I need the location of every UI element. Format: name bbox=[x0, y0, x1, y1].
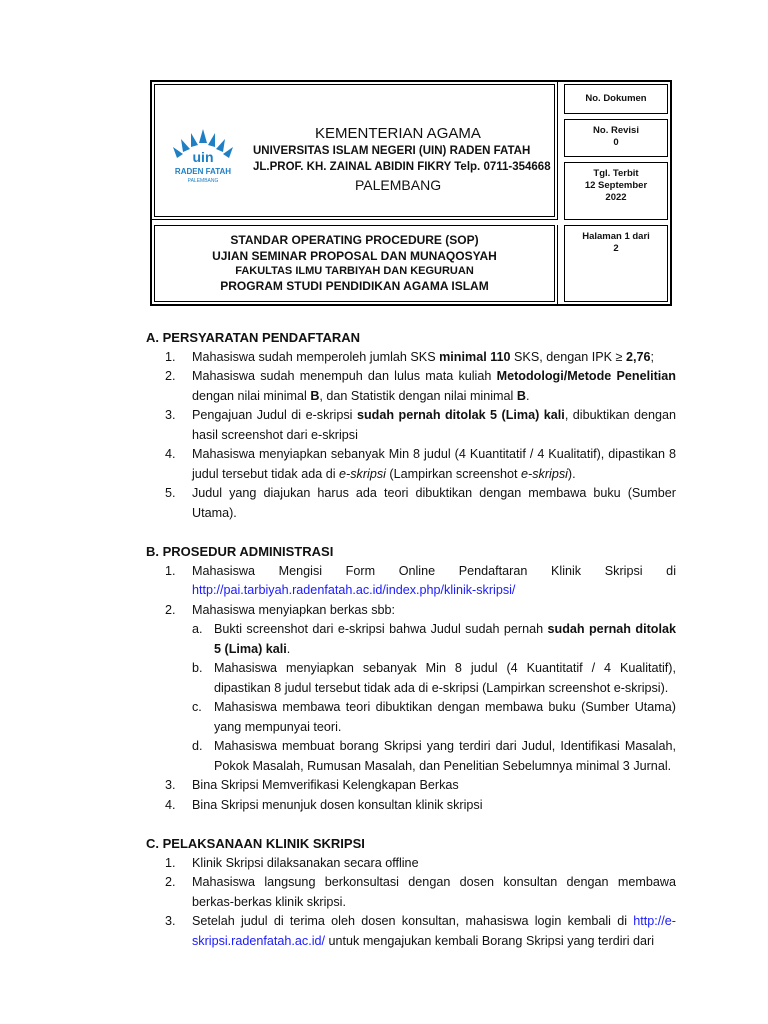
ministry-name: KEMENTERIAN AGAMA bbox=[315, 125, 481, 142]
list-number: 1. bbox=[165, 855, 176, 870]
item-text: ). bbox=[567, 466, 576, 481]
sop-title: STANDAR OPERATING PROCEDURE (SOP) bbox=[230, 233, 479, 247]
list-item bbox=[146, 854, 676, 874]
issued-date: 12 September bbox=[584, 180, 648, 191]
university-address: JL.PROF. KH. ZAINAL ABIDIN FIKRY Telp. 0711-354668 bbox=[253, 161, 551, 173]
item-bold: Metodologi/Metode Penelitian bbox=[496, 369, 676, 383]
item-bold: B bbox=[516, 388, 526, 403]
item-text: Mahasiswa membawa teori dibuktikan dengan membawa buku (Sumber Utama) yang mempunyai teori. bbox=[214, 700, 676, 734]
section-c-title: C. PELAKSANAAN KLINIK SKRIPSI bbox=[146, 836, 365, 851]
item-text: , dan Statistik dengan nilai minimal bbox=[319, 388, 517, 403]
item-text: Pengajuan Judul di e-skripsi bbox=[192, 408, 357, 422]
logo-word: uin bbox=[192, 149, 214, 165]
list-item bbox=[146, 562, 676, 601]
sub-list-letter: d. bbox=[192, 739, 203, 753]
item-text: dengan nilai minimal bbox=[192, 388, 311, 403]
item-text: Bina Skripsi Memverifikasi Kelengkapan Berkas bbox=[192, 778, 459, 792]
list-item bbox=[146, 912, 676, 951]
item-bold: sudah pernah ditolak 5 (Lima) kali bbox=[214, 622, 676, 656]
item-text: Mahasiswa sudah memperoleh jumlah SKS bbox=[192, 349, 440, 364]
item-text: untuk mengajukan kembali Borang Skripsi yang terdiri dari bbox=[325, 933, 655, 948]
list-item bbox=[146, 484, 676, 523]
item-bold: minimal 110 bbox=[439, 349, 511, 364]
item-bold: 2,76 bbox=[625, 349, 651, 364]
item-text: Mahasiswa sudah menempuh dan lulus mata kuliah bbox=[192, 369, 497, 383]
sub-list-item bbox=[192, 659, 676, 698]
list-number: 3. bbox=[165, 408, 176, 422]
item-text: , dibuktikan dengan hasil screenshot dari e-skripsi bbox=[192, 408, 677, 442]
sub-list-letter: b. bbox=[192, 661, 203, 675]
item-text: Klinik Skripsi dilaksanakan secara offline bbox=[192, 855, 419, 870]
item-text: . bbox=[525, 388, 530, 403]
list-number: 3. bbox=[165, 778, 176, 792]
revision-label: No. Revisi bbox=[593, 125, 639, 136]
issued-cell bbox=[564, 162, 668, 220]
page-total: 2 bbox=[613, 243, 619, 254]
city-name: PALEMBANG bbox=[355, 177, 442, 193]
list-item bbox=[146, 406, 676, 445]
item-text: SKS, dengan IPK ≥ bbox=[510, 349, 626, 364]
item-italic: e-skripsi bbox=[521, 466, 568, 481]
revision-value: 0 bbox=[613, 137, 619, 148]
e-skripsi-link[interactable]: http://e-skripsi.radenfatah.ac.id/ bbox=[192, 914, 676, 948]
item-italic: e-skripsi bbox=[339, 466, 386, 481]
document-body bbox=[146, 328, 676, 951]
item-text: . bbox=[286, 641, 291, 656]
section-a-title: A. PERSYARATAN PENDAFTARAN bbox=[146, 330, 361, 345]
list-number: 4. bbox=[165, 447, 176, 461]
logo-name: RADEN FATAH bbox=[174, 167, 232, 176]
sub-list-item bbox=[192, 620, 676, 659]
item-text: Mahasiswa menyiapkan sebanyak Min 8 judul (4 Kuantitatif / 4 Kualitatif), dipastikan 8 judul tersebut tidak ada di e-skripsi (Lampirkan screenshot e-skripsi). bbox=[214, 661, 676, 695]
institution-box bbox=[152, 82, 558, 220]
item-text: Mahasiswa menyiapkan berkas sbb: bbox=[192, 602, 396, 617]
list-number: 2. bbox=[165, 369, 176, 383]
item-bold: sudah pernah ditolak 5 (Lima) kali bbox=[356, 408, 565, 422]
list-item bbox=[146, 873, 676, 912]
page-cell bbox=[564, 225, 668, 302]
document-header bbox=[150, 80, 672, 306]
list-item bbox=[146, 796, 676, 816]
faculty-name: FAKULTAS ILMU TARBIYAH DAN KEGURUAN bbox=[235, 265, 474, 277]
sop-subtitle: UJIAN SEMINAR PROPOSAL DAN MUNAQOSYAH bbox=[212, 249, 497, 263]
item-text: ; bbox=[650, 349, 654, 364]
sub-list-letter: c. bbox=[192, 700, 202, 714]
section-b-title: B. PROSEDUR ADMINISTRASI bbox=[146, 544, 334, 559]
logo-city: PALEMBANG bbox=[187, 178, 219, 184]
list-item bbox=[146, 445, 676, 484]
program-name: PROGRAM STUDI PENDIDIKAN AGAMA ISLAM bbox=[220, 279, 489, 293]
list-number: 5. bbox=[165, 486, 176, 500]
item-text: Mahasiswa menyiapkan sebanyak Min 8 judul (4 Kuantitatif / 4 Kualitatif), dipastikan 8 judul tersebut tidak ada di bbox=[192, 447, 676, 481]
item-text: Mahasiswa Mengisi Form Online Pendaftaran Klinik Skripsi di bbox=[192, 563, 676, 578]
sop-title-box bbox=[152, 225, 558, 304]
item-text: Setelah judul di terima oleh dosen konsultan, mahasiswa login kembali di bbox=[192, 914, 634, 928]
list-number: 2. bbox=[165, 602, 176, 617]
list-item bbox=[146, 348, 676, 368]
klinik-skripsi-link[interactable]: http://pai.tarbiyah.radenfatah.ac.id/index.php/klinik-skripsi/ bbox=[192, 583, 516, 597]
item-text: (Lampirkan screenshot bbox=[385, 466, 522, 481]
list-item bbox=[146, 367, 676, 406]
uin-logo-icon bbox=[167, 125, 239, 187]
item-text: Mahasiswa langsung berkonsultasi dengan dosen konsultan dengan membawa berkas-berkas klinik skripsi. bbox=[192, 875, 676, 909]
item-text: Mahasiswa membuat borang Skripsi yang terdiri dari Judul, Identifikasi Masalah, Pokok Masalah, Rumusan Masalah, dan Penelitian Sebelumnya minimal 3 Jurnal. bbox=[214, 739, 676, 773]
list-number: 4. bbox=[165, 797, 176, 812]
item-bold: B bbox=[310, 388, 320, 403]
sub-list-item bbox=[192, 737, 676, 776]
revision-cell bbox=[564, 119, 668, 157]
list-number: 1. bbox=[165, 349, 176, 364]
doc-number-label: No. Dokumen bbox=[585, 93, 647, 104]
list-number: 1. bbox=[165, 563, 176, 578]
list-number: 2. bbox=[165, 875, 176, 889]
doc-number-cell bbox=[564, 84, 668, 114]
item-text: Bina Skripsi menunjuk dosen konsultan klinik skripsi bbox=[192, 797, 483, 812]
sub-list-letter: a. bbox=[192, 622, 203, 636]
sub-list-item bbox=[192, 698, 676, 737]
page-label: Halaman 1 dari bbox=[582, 231, 650, 242]
item-text: Judul yang diajukan harus ada teori dibuktikan dengan membawa buku (Sumber Utama). bbox=[192, 486, 676, 520]
university-name: UNIVERSITAS ISLAM NEGERI (UIN) RADEN FATAH bbox=[253, 145, 531, 157]
list-item bbox=[146, 776, 676, 796]
list-item bbox=[146, 601, 676, 621]
item-text: Bukti screenshot dari e-skripsi bahwa Judul sudah pernah bbox=[214, 622, 548, 636]
issued-label: Tgl. Terbit bbox=[593, 168, 639, 179]
list-number: 3. bbox=[165, 914, 176, 928]
issued-year: 2022 bbox=[605, 192, 627, 203]
